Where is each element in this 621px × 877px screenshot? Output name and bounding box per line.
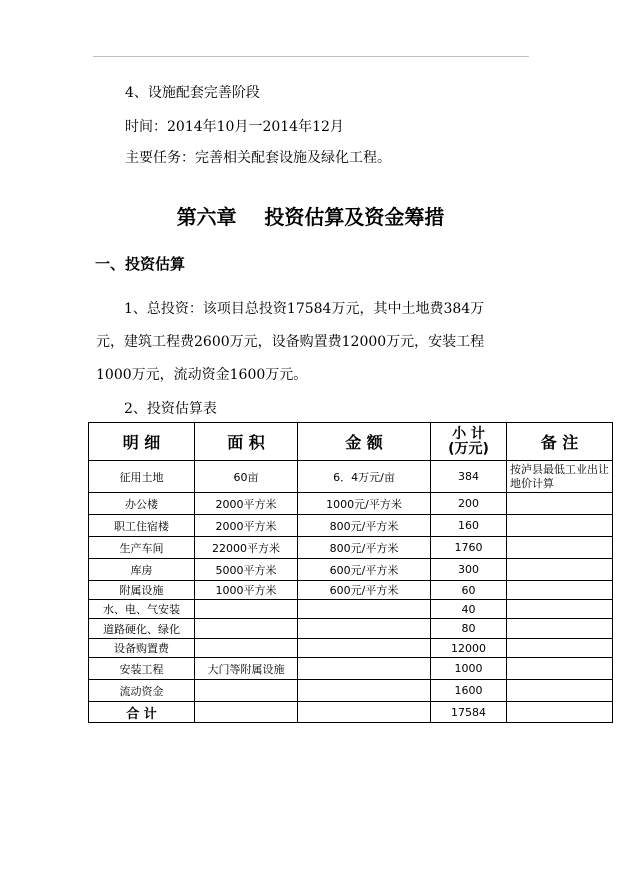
table-caption: 2、投资估算表 <box>124 401 217 417</box>
cell-subtotal: 60 <box>431 581 507 600</box>
table-row <box>89 581 613 600</box>
header-amount: 金 额 <box>298 423 431 461</box>
cell-amount: 800元/平方米 <box>298 537 431 559</box>
cell-note <box>507 600 613 619</box>
paragraph-line-3: 1000万元，流动资金1600万元。 <box>96 367 308 383</box>
paragraph-line-2: 元，建筑工程费2600万元，设备购置费12000万元，安装工程 <box>96 334 485 350</box>
cell-item: 库房 <box>89 559 195 581</box>
header-subtotal-line2: (万元) <box>448 440 489 457</box>
cell-subtotal: 1600 <box>431 680 507 702</box>
stage-heading: 4、设施配套完善阶段 <box>125 85 260 101</box>
stage-time: 时间：2014年10月一2014年12月 <box>125 119 344 135</box>
stage-task: 主要任务：完善相关配套设施及绿化工程。 <box>125 150 391 166</box>
chapter-title: 第六章 投资估算及资金筹措 <box>176 205 445 229</box>
cell-note <box>507 537 613 559</box>
cell-area: 1000平方米 <box>195 581 298 600</box>
cell-amount <box>298 680 431 702</box>
table-total-row <box>89 702 613 723</box>
cell-note <box>507 680 613 702</box>
cell-item: 征用土地 <box>89 461 195 493</box>
cell-subtotal: 160 <box>431 515 507 537</box>
cell-area: 5000平方米 <box>195 559 298 581</box>
cell-area <box>195 702 298 723</box>
cell-subtotal: 40 <box>431 600 507 619</box>
table-header-row <box>89 423 613 461</box>
table-row <box>89 600 613 619</box>
cell-amount: 800元/平方米 <box>298 515 431 537</box>
cell-amount <box>298 639 431 658</box>
table-row <box>89 515 613 537</box>
table-row <box>89 493 613 515</box>
cell-subtotal: 12000 <box>431 639 507 658</box>
cell-note: 按泸县最低工业出让地价计算 <box>507 461 613 493</box>
cell-note <box>507 658 613 680</box>
table-row <box>89 680 613 702</box>
cell-amount <box>298 600 431 619</box>
cell-item: 道路硬化、绿化 <box>89 619 195 639</box>
cell-item: 安装工程 <box>89 658 195 680</box>
cell-amount <box>298 702 431 723</box>
cell-amount <box>298 619 431 639</box>
cell-item: 设备购置费 <box>89 639 195 658</box>
header-rule <box>93 56 529 57</box>
cell-item: 生产车间 <box>89 537 195 559</box>
paragraph-line-1: 1、总投资：该项目总投资17584万元，其中土地费384万 <box>124 301 485 317</box>
cell-item: 办公楼 <box>89 493 195 515</box>
cell-item: 水、电、气安装 <box>89 600 195 619</box>
cell-area: 22000平方米 <box>195 537 298 559</box>
cell-note <box>507 639 613 658</box>
cell-note <box>507 493 613 515</box>
cell-subtotal: 1760 <box>431 537 507 559</box>
cell-area: 2000平方米 <box>195 515 298 537</box>
header-subtotal <box>431 423 507 461</box>
cell-note <box>507 702 613 723</box>
cell-subtotal: 80 <box>431 619 507 639</box>
cell-amount: 600元/平方米 <box>298 581 431 600</box>
cell-area: 2000平方米 <box>195 493 298 515</box>
cell-amount: 6．4万元/亩 <box>298 461 431 493</box>
cell-note <box>507 619 613 639</box>
table-row <box>89 658 613 680</box>
table-row <box>89 639 613 658</box>
header-area: 面 积 <box>195 423 298 461</box>
cell-amount: 600元/平方米 <box>298 559 431 581</box>
table-row <box>89 559 613 581</box>
total-label: 合 计 <box>89 702 195 723</box>
table-row <box>89 461 613 493</box>
investment-table <box>88 422 613 723</box>
table-row <box>89 619 613 639</box>
cell-area <box>195 619 298 639</box>
cell-item: 附属设施 <box>89 581 195 600</box>
total-subtotal: 17584 <box>431 702 507 723</box>
cell-area <box>195 680 298 702</box>
cell-subtotal: 300 <box>431 559 507 581</box>
cell-subtotal: 200 <box>431 493 507 515</box>
cell-subtotal: 1000 <box>431 658 507 680</box>
section-title: 一、投资估算 <box>95 255 186 273</box>
cell-note <box>507 581 613 600</box>
table-row <box>89 537 613 559</box>
header-item: 明 细 <box>89 423 195 461</box>
cell-area <box>195 600 298 619</box>
cell-note <box>507 559 613 581</box>
cell-amount: 1000元/平方米 <box>298 493 431 515</box>
cell-item: 职工住宿楼 <box>89 515 195 537</box>
cell-amount <box>298 658 431 680</box>
header-subtotal-line1: 小 计 <box>452 425 485 442</box>
header-note: 备 注 <box>507 423 613 461</box>
cell-subtotal: 384 <box>431 461 507 493</box>
cell-area: 大门等附属设施 <box>195 658 298 680</box>
cell-note <box>507 515 613 537</box>
cell-area <box>195 639 298 658</box>
cell-area: 60亩 <box>195 461 298 493</box>
cell-item: 流动资金 <box>89 680 195 702</box>
